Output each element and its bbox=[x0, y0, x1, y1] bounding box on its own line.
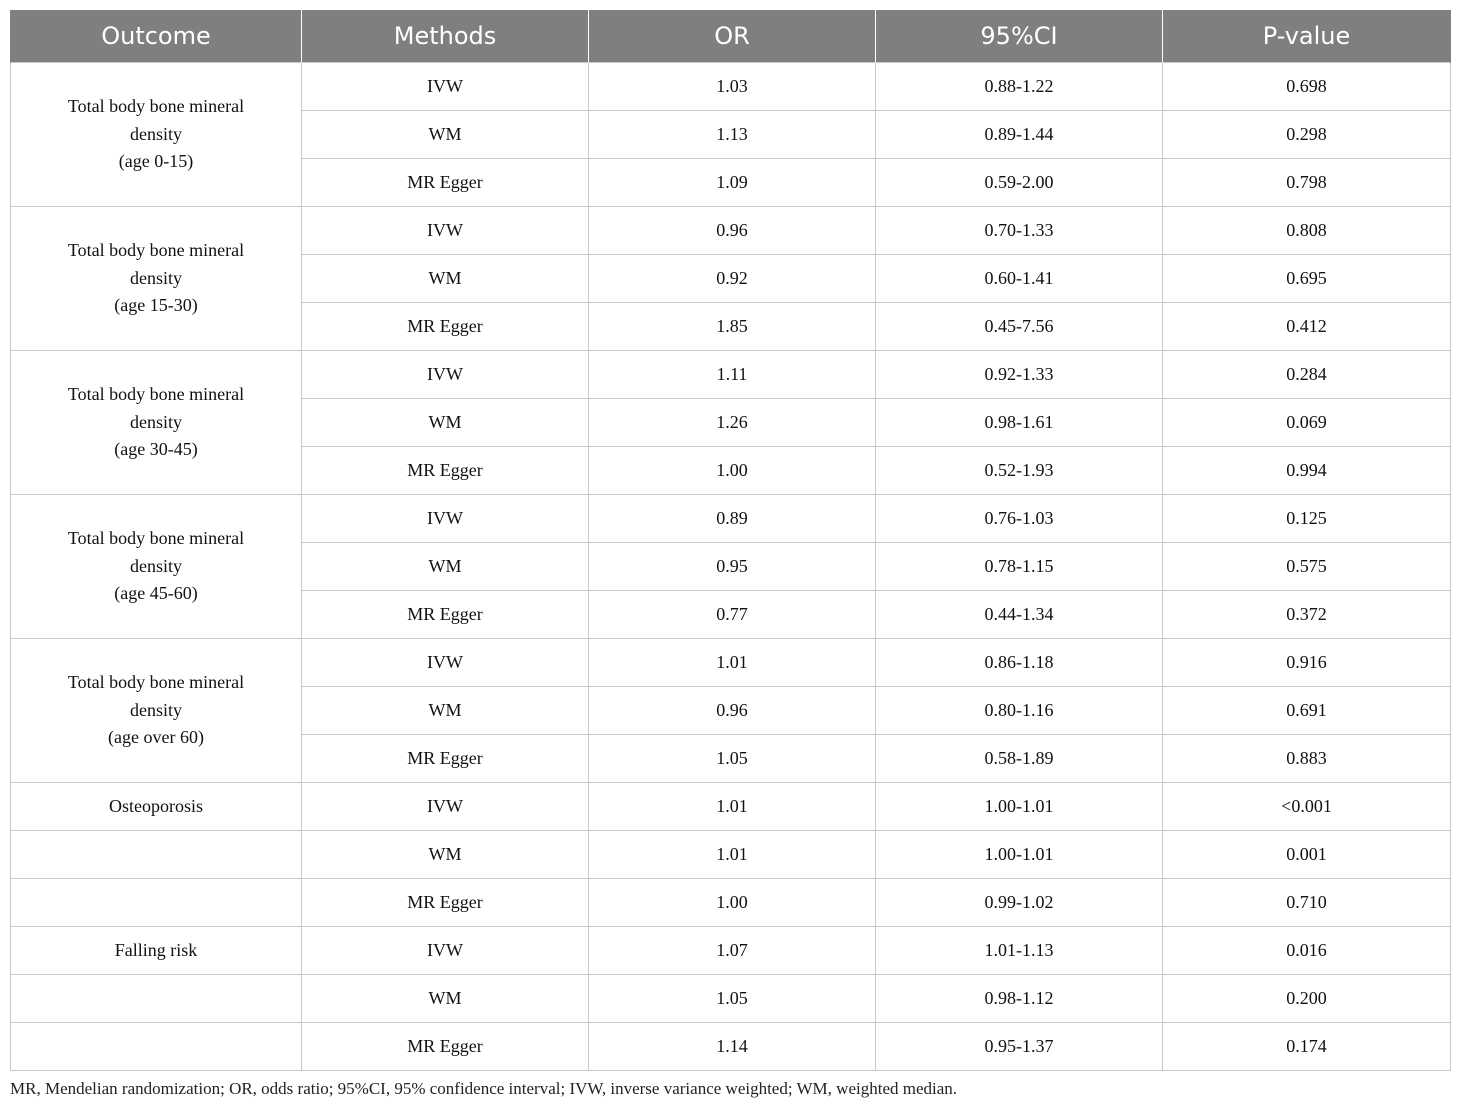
method-cell: MR Egger bbox=[302, 879, 589, 927]
p-value-cell: 0.174 bbox=[1163, 1023, 1451, 1071]
or-cell: 0.95 bbox=[589, 543, 876, 591]
outcome-label-line: (age 45-60) bbox=[114, 583, 198, 603]
or-cell: 1.07 bbox=[589, 927, 876, 975]
table-row bbox=[11, 879, 1451, 927]
method-cell: IVW bbox=[302, 783, 589, 831]
p-value-cell: 0.125 bbox=[1163, 495, 1451, 543]
ci-cell: 0.89-1.44 bbox=[876, 111, 1163, 159]
ci-cell: 0.95-1.37 bbox=[876, 1023, 1163, 1071]
p-value-cell: 0.695 bbox=[1163, 255, 1451, 303]
table-row bbox=[11, 927, 1451, 975]
or-cell: 1.85 bbox=[589, 303, 876, 351]
method-cell: MR Egger bbox=[302, 159, 589, 207]
or-cell: 0.96 bbox=[589, 687, 876, 735]
ci-cell: 0.60-1.41 bbox=[876, 255, 1163, 303]
or-cell: 0.96 bbox=[589, 207, 876, 255]
ci-cell: 0.45-7.56 bbox=[876, 303, 1163, 351]
outcome-cell-empty bbox=[11, 1023, 302, 1071]
or-cell: 0.77 bbox=[589, 591, 876, 639]
or-cell: 1.13 bbox=[589, 111, 876, 159]
outcome-cell: Osteoporosis bbox=[11, 783, 302, 831]
table-row bbox=[11, 639, 1451, 687]
header-outcome: Outcome bbox=[11, 10, 302, 63]
method-cell: IVW bbox=[302, 639, 589, 687]
header-or: OR bbox=[589, 10, 876, 63]
table-header bbox=[11, 10, 1451, 63]
outcome-label-line: (age 0-15) bbox=[118, 151, 194, 171]
table-row bbox=[11, 63, 1451, 111]
ci-cell: 0.98-1.12 bbox=[876, 975, 1163, 1023]
outcome-label-line: density bbox=[130, 267, 182, 288]
ci-cell: 0.52-1.93 bbox=[876, 447, 1163, 495]
table-footnote: MR, Mendelian randomization; OR, odds ratio; 95%CI, 95% confidence interval; IVW, inverse variance weighted; WM, weighted median. bbox=[10, 1079, 958, 1098]
table-row bbox=[11, 351, 1451, 399]
method-cell: MR Egger bbox=[302, 1023, 589, 1071]
method-cell: WM bbox=[302, 831, 589, 879]
outcome-label-line: Total body bone mineral bbox=[67, 384, 245, 404]
table-row bbox=[11, 975, 1451, 1023]
ci-cell: 0.98-1.61 bbox=[876, 399, 1163, 447]
or-cell: 1.26 bbox=[589, 399, 876, 447]
p-value-cell: 0.412 bbox=[1163, 303, 1451, 351]
or-cell: 0.89 bbox=[589, 495, 876, 543]
p-value-cell: 0.298 bbox=[1163, 111, 1451, 159]
p-value-cell: 0.798 bbox=[1163, 159, 1451, 207]
or-cell: 1.05 bbox=[589, 975, 876, 1023]
or-cell: 1.14 bbox=[589, 1023, 876, 1071]
p-value-cell: 0.710 bbox=[1163, 879, 1451, 927]
outcome-label-line: Total body bone mineral bbox=[67, 528, 245, 548]
ci-cell: 1.00-1.01 bbox=[876, 831, 1163, 879]
outcome-label-line: (age 15-30) bbox=[114, 295, 198, 315]
method-cell: WM bbox=[302, 399, 589, 447]
p-value-cell: 0.001 bbox=[1163, 831, 1451, 879]
method-cell: WM bbox=[302, 975, 589, 1023]
table-row bbox=[11, 783, 1451, 831]
method-cell: MR Egger bbox=[302, 591, 589, 639]
method-cell: IVW bbox=[302, 351, 589, 399]
header-methods: Methods bbox=[302, 10, 589, 63]
table-row bbox=[11, 207, 1451, 255]
outcome-label-line: Total body bone mineral bbox=[67, 96, 245, 116]
table-body bbox=[11, 63, 1451, 1071]
ci-cell: 0.99-1.02 bbox=[876, 879, 1163, 927]
results-table bbox=[10, 10, 1451, 1071]
p-value-cell: 0.575 bbox=[1163, 543, 1451, 591]
method-cell: IVW bbox=[302, 63, 589, 111]
ci-cell: 0.76-1.03 bbox=[876, 495, 1163, 543]
method-cell: MR Egger bbox=[302, 447, 589, 495]
outcome-cell-empty bbox=[11, 975, 302, 1023]
outcome-label-line: (age over 60) bbox=[108, 727, 204, 747]
header-ci: 95%CI bbox=[876, 10, 1163, 63]
table-row bbox=[11, 831, 1451, 879]
p-value-cell: 0.698 bbox=[1163, 63, 1451, 111]
header-p-value: P-value bbox=[1163, 10, 1451, 63]
outcome-cell bbox=[11, 63, 302, 207]
table-row bbox=[11, 495, 1451, 543]
p-value-cell: 0.916 bbox=[1163, 639, 1451, 687]
p-value-cell: 0.808 bbox=[1163, 207, 1451, 255]
or-cell: 1.01 bbox=[589, 831, 876, 879]
method-cell: MR Egger bbox=[302, 735, 589, 783]
method-cell: IVW bbox=[302, 495, 589, 543]
p-value-cell: <0.001 bbox=[1163, 783, 1451, 831]
or-cell: 1.01 bbox=[589, 783, 876, 831]
ci-cell: 0.92-1.33 bbox=[876, 351, 1163, 399]
ci-cell: 0.58-1.89 bbox=[876, 735, 1163, 783]
p-value-cell: 0.069 bbox=[1163, 399, 1451, 447]
method-cell: IVW bbox=[302, 207, 589, 255]
method-cell: WM bbox=[302, 255, 589, 303]
outcome-cell bbox=[11, 495, 302, 639]
p-value-cell: 0.200 bbox=[1163, 975, 1451, 1023]
or-cell: 0.92 bbox=[589, 255, 876, 303]
or-cell: 1.09 bbox=[589, 159, 876, 207]
p-value-cell: 0.883 bbox=[1163, 735, 1451, 783]
or-cell: 1.05 bbox=[589, 735, 876, 783]
outcome-label-line: density bbox=[130, 555, 182, 576]
p-value-cell: 0.016 bbox=[1163, 927, 1451, 975]
p-value-cell: 0.691 bbox=[1163, 687, 1451, 735]
method-cell: MR Egger bbox=[302, 303, 589, 351]
outcome-cell-empty bbox=[11, 879, 302, 927]
or-cell: 1.03 bbox=[589, 63, 876, 111]
outcome-cell bbox=[11, 639, 302, 783]
ci-cell: 0.86-1.18 bbox=[876, 639, 1163, 687]
method-cell: IVW bbox=[302, 927, 589, 975]
ci-cell: 0.59-2.00 bbox=[876, 159, 1163, 207]
ci-cell: 0.44-1.34 bbox=[876, 591, 1163, 639]
method-cell: WM bbox=[302, 543, 589, 591]
method-cell: WM bbox=[302, 687, 589, 735]
or-cell: 1.11 bbox=[589, 351, 876, 399]
ci-cell: 0.78-1.15 bbox=[876, 543, 1163, 591]
or-cell: 1.01 bbox=[589, 639, 876, 687]
or-cell: 1.00 bbox=[589, 879, 876, 927]
p-value-cell: 0.372 bbox=[1163, 591, 1451, 639]
outcome-label-line: density bbox=[130, 123, 182, 144]
p-value-cell: 0.994 bbox=[1163, 447, 1451, 495]
ci-cell: 0.80-1.16 bbox=[876, 687, 1163, 735]
outcome-label-line: density bbox=[130, 411, 182, 432]
outcome-label-line: Total body bone mineral bbox=[67, 240, 245, 260]
outcome-cell bbox=[11, 207, 302, 351]
or-cell: 1.00 bbox=[589, 447, 876, 495]
ci-cell: 0.88-1.22 bbox=[876, 63, 1163, 111]
ci-cell: 1.00-1.01 bbox=[876, 783, 1163, 831]
outcome-label-line: density bbox=[130, 699, 182, 720]
outcome-cell: Falling risk bbox=[11, 927, 302, 975]
outcome-cell-empty bbox=[11, 831, 302, 879]
method-cell: WM bbox=[302, 111, 589, 159]
outcome-label-line: (age 30-45) bbox=[114, 439, 198, 459]
table-row bbox=[11, 1023, 1451, 1071]
p-value-cell: 0.284 bbox=[1163, 351, 1451, 399]
ci-cell: 1.01-1.13 bbox=[876, 927, 1163, 975]
header-row bbox=[11, 10, 1451, 63]
outcome-label-line: Total body bone mineral bbox=[67, 672, 245, 692]
outcome-cell bbox=[11, 351, 302, 495]
ci-cell: 0.70-1.33 bbox=[876, 207, 1163, 255]
